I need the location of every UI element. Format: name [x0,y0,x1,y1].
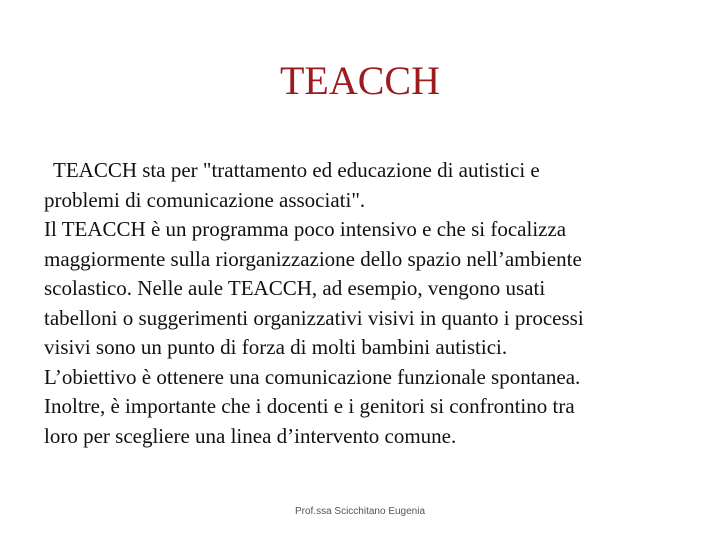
body-line: TEACCH sta per "trattamento ed educazione di autistici e [53,158,540,182]
body-line: loro per scegliere una linea d’intervento comune. [44,423,457,448]
body-line: Il TEACCH è un programma poco intensivo e che si focalizza [44,217,567,241]
slide-footer: Prof.ssa Scicchitano Eugenia [294,506,426,517]
body-line: visivi sono un punto di forza di molti bambini autistici. [44,335,508,359]
body-line: problemi di comunicazione associati". [44,187,366,212]
slide-body [44,156,684,451]
body-line: Inoltre, è importante che i docenti e i genitori si confrontino tra [44,394,575,418]
body-line: scolastico. Nelle aule TEACCH, ad esempio, vengono usati [44,276,546,300]
body-line: L’obiettivo è ottenere una comunicazione funzionale spontanea. [44,364,581,389]
body-line: tabelloni o suggerimenti organizzativi visivi in quanto i processi [44,305,584,330]
slide-title: TEACCH [280,58,440,103]
body-line: maggiormente sulla riorganizzazione dello spazio nell’ambiente [44,246,582,271]
